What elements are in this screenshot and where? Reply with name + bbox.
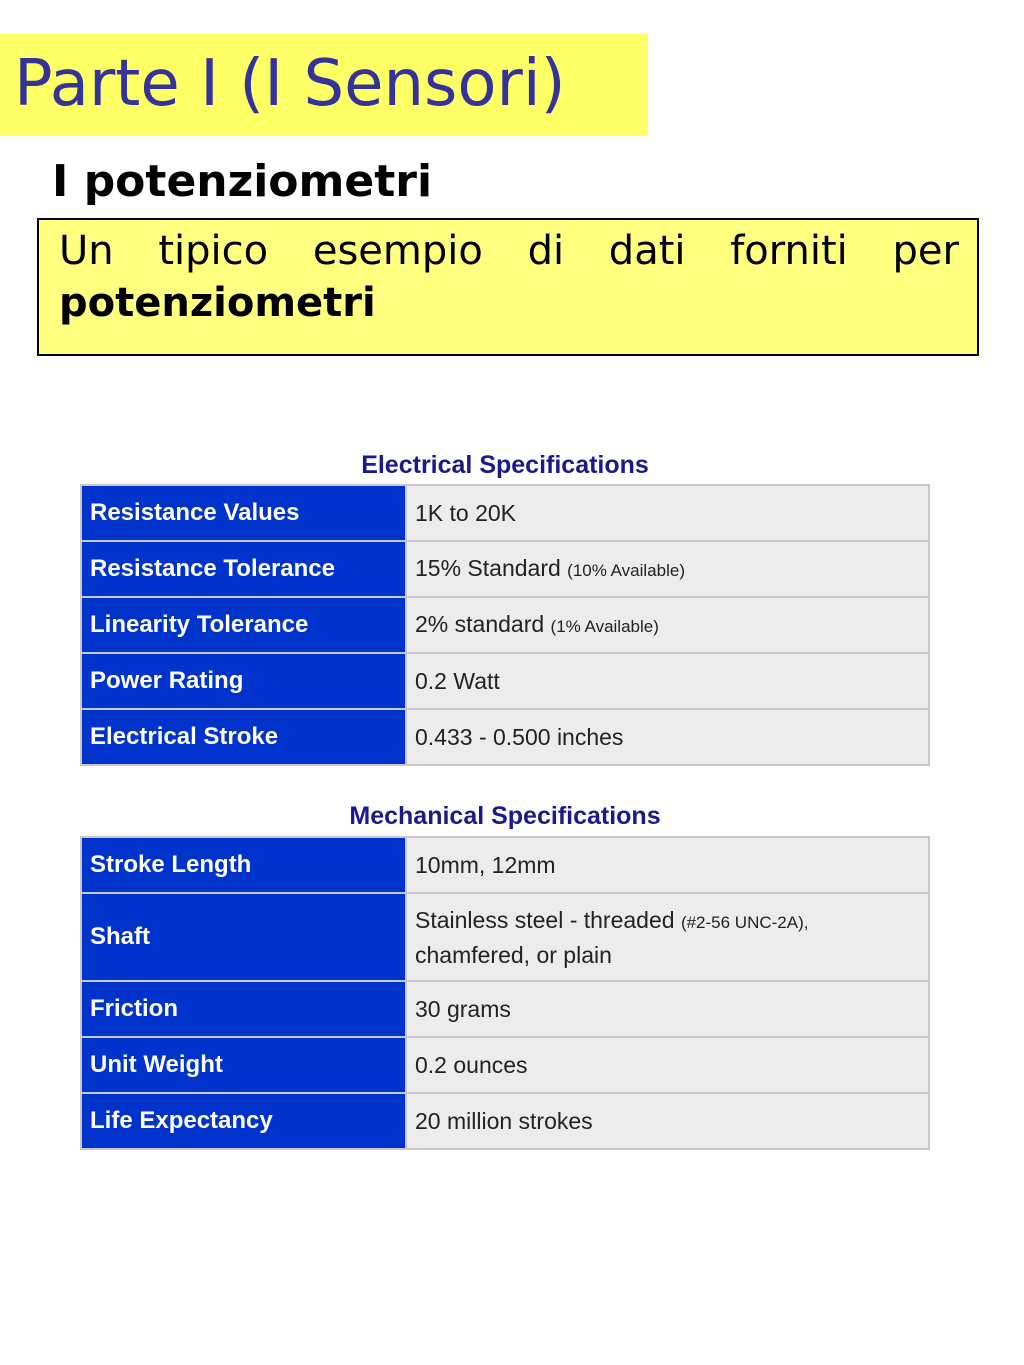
spec-note: (10% Available) (567, 560, 685, 580)
spec-label: Life Expectancy (82, 1094, 405, 1148)
spec-label: Power Rating (82, 654, 405, 708)
spec-value: 0.2 Watt (407, 654, 928, 708)
spec-value: 2% standard (1% Available) (407, 598, 928, 652)
intro-word: forniti (730, 228, 848, 274)
slide-title: Parte I (I Sensori) (14, 47, 566, 121)
intro-word: tipico (158, 228, 269, 274)
table-row (82, 894, 928, 980)
mechanical-specs-caption: Mechanical Specifications (349, 802, 661, 830)
spec-label: Electrical Stroke (82, 710, 405, 764)
spec-value: 0.433 - 0.500 inches (407, 710, 928, 764)
intro-word: per (892, 228, 959, 274)
spec-label: Resistance Tolerance (82, 542, 405, 596)
table-row (82, 838, 928, 892)
table-row (82, 710, 928, 764)
spec-value: 20 million strokes (407, 1094, 928, 1148)
electrical-specs-table (80, 484, 930, 766)
table-row (82, 982, 928, 1036)
spec-label: Shaft (82, 894, 405, 980)
spec-label: Unit Weight (82, 1038, 405, 1092)
spec-label: Linearity Tolerance (82, 598, 405, 652)
spec-value: 1K to 20K (407, 486, 928, 540)
intro-word: esempio (312, 228, 483, 274)
intro-line (59, 226, 959, 276)
table-row (82, 1038, 928, 1092)
intro-word: Un (59, 228, 114, 274)
spec-label: Friction (82, 982, 405, 1036)
table-row (82, 598, 928, 652)
spec-note: (#2-56 UNC-2A), (680, 912, 809, 932)
spec-value: 10mm, 12mm (407, 838, 928, 892)
table-row (82, 654, 928, 708)
spec-value: 30 grams (407, 982, 928, 1036)
spec-label: Stroke Length (82, 838, 405, 892)
table-row (82, 486, 928, 540)
spec-value: 0.2 ounces (407, 1038, 928, 1092)
table-row (82, 542, 928, 596)
intro-bold-word: potenziometri (59, 280, 376, 326)
slide-subtitle: I potenziometri (52, 156, 433, 207)
intro-box (37, 218, 979, 356)
spec-value: Stainless steel - threaded (#2-56 UNC-2A), chamfered, or plain (407, 894, 928, 980)
spec-value: 15% Standard (10% Available) (407, 542, 928, 596)
spec-label: Resistance Values (82, 486, 405, 540)
spec-note: (1% Available) (550, 616, 659, 636)
mechanical-specs-table (80, 836, 930, 1150)
intro-word: di (527, 228, 565, 274)
table-row (82, 1094, 928, 1148)
intro-word: dati (608, 228, 686, 274)
electrical-specs-caption: Electrical Specifications (361, 451, 649, 479)
